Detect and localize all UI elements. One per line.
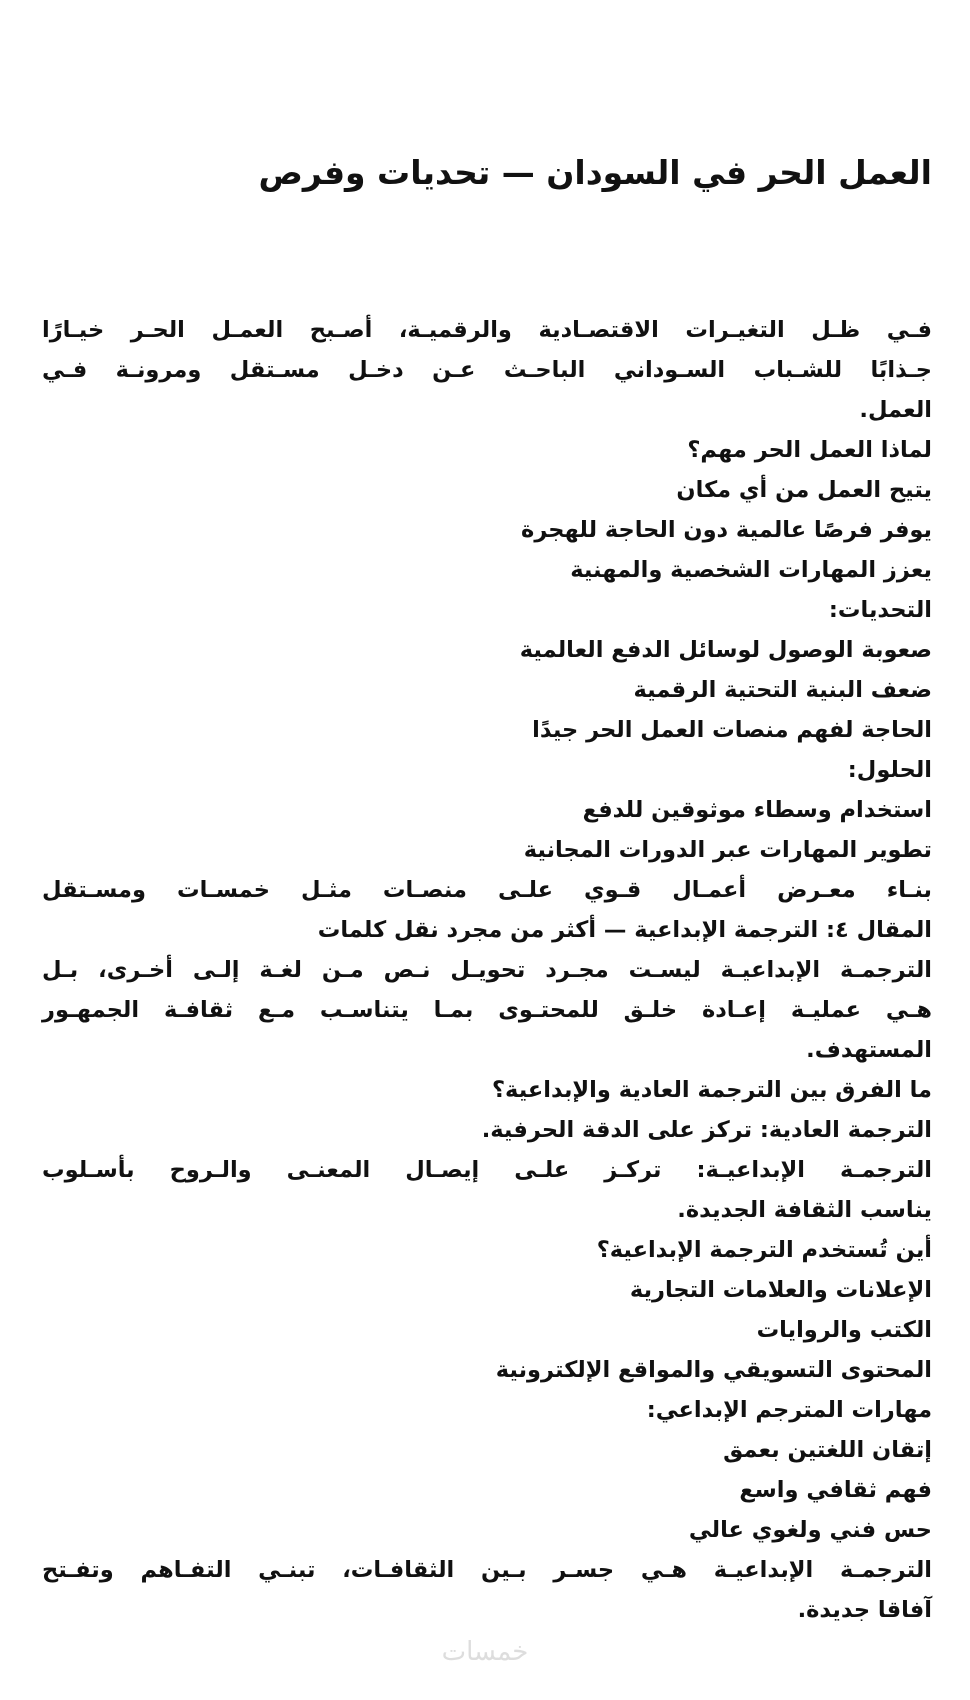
paragraph-line: الترجمـة الإبداعيـة هـي جسـر بـين الثقافـات، تبنـي التفـاهم وتفـتح (42, 1557, 932, 1583)
list-item: المحتوى التسويقي والمواقع الإلكترونية (495, 1357, 932, 1383)
list-item: تطوير المهارات عبر الدورات المجانية (523, 837, 932, 863)
section-heading: أين تُستخدم الترجمة الإبداعية؟ (596, 1237, 932, 1263)
section-heading: التحديات: (828, 597, 932, 623)
list-item: استخدام وسطاء موثوقين للدفع (582, 797, 932, 823)
document-body (42, 310, 932, 1630)
paragraph-line: العمل. (859, 397, 932, 423)
paragraph-line: هـي عمليـة إعـادة خلـق للمحتـوى بمـا يتناسـب مـع ثقافـة الجمهـور (42, 997, 932, 1023)
paragraph-line: فـي ظـل التغيـرات الاقتصـادية والرقميـة، أصـبح العمـل الحـر خيـارًا (42, 317, 932, 343)
list-item: الحاجة لفهم منصات العمل الحر جيدًا (532, 717, 932, 743)
list-item: بنـاء معـرض أعمـال قـوي علـى منصـات مثـل خمسـات ومسـتقل (42, 877, 932, 903)
list-item: يوفر فرصًا عالمية دون الحاجة للهجرة (521, 517, 932, 543)
list-item: يتيح العمل من أي مكان (676, 477, 932, 503)
list-item: يناسب الثقافة الجديدة. (677, 1197, 932, 1223)
article-heading: المقال ٤: الترجمة الإبداعية — أكثر من مجرد نقل كلمات (317, 917, 932, 943)
list-item: فهم ثقافي واسع (739, 1477, 932, 1503)
paragraph-line: المستهدف. (806, 1037, 932, 1063)
section-heading: ما الفرق بين الترجمة العادية والإبداعية؟ (492, 1077, 932, 1103)
list-item: إتقان اللغتين بعمق (723, 1437, 932, 1463)
list-item: حس فني ولغوي عالي (688, 1517, 932, 1543)
section-heading: مهارات المترجم الإبداعي: (646, 1397, 932, 1423)
list-item: ضعف البنية التحتية الرقمية (633, 677, 932, 703)
paragraph-line: جـذابًا للشـباب السـوداني الباحـث عـن دخـل مسـتقل ومرونـة فـي (42, 357, 932, 383)
list-item: يعزز المهارات الشخصية والمهنية (570, 557, 932, 583)
list-item: الإعلانات والعلامات التجارية (629, 1277, 932, 1303)
section-heading: لماذا العمل الحر مهم؟ (687, 437, 932, 463)
list-item: الترجمـة الإبداعيـة: تركـز علـى إيصـال المعنـى والـروح بأسـلوب (42, 1157, 932, 1183)
list-item: الترجمة العادية: تركز على الدقة الحرفية. (481, 1117, 932, 1143)
paragraph-line: الترجمـة الإبداعيـة ليسـت مجـرد تحويـل نـص مـن لغـة إلـى أخـرى، بـل (42, 957, 932, 983)
paragraph-line: آفاقا جديدة. (797, 1597, 932, 1623)
watermark-logo: خمسات (441, 1637, 529, 1667)
list-item: صعوبة الوصول لوسائل الدفع العالمية (519, 637, 932, 663)
list-item: الكتب والروايات (756, 1317, 932, 1343)
page-title: العمل الحر في السودان — تحديات وفرص (258, 153, 932, 192)
section-heading: الحلول: (847, 757, 932, 783)
